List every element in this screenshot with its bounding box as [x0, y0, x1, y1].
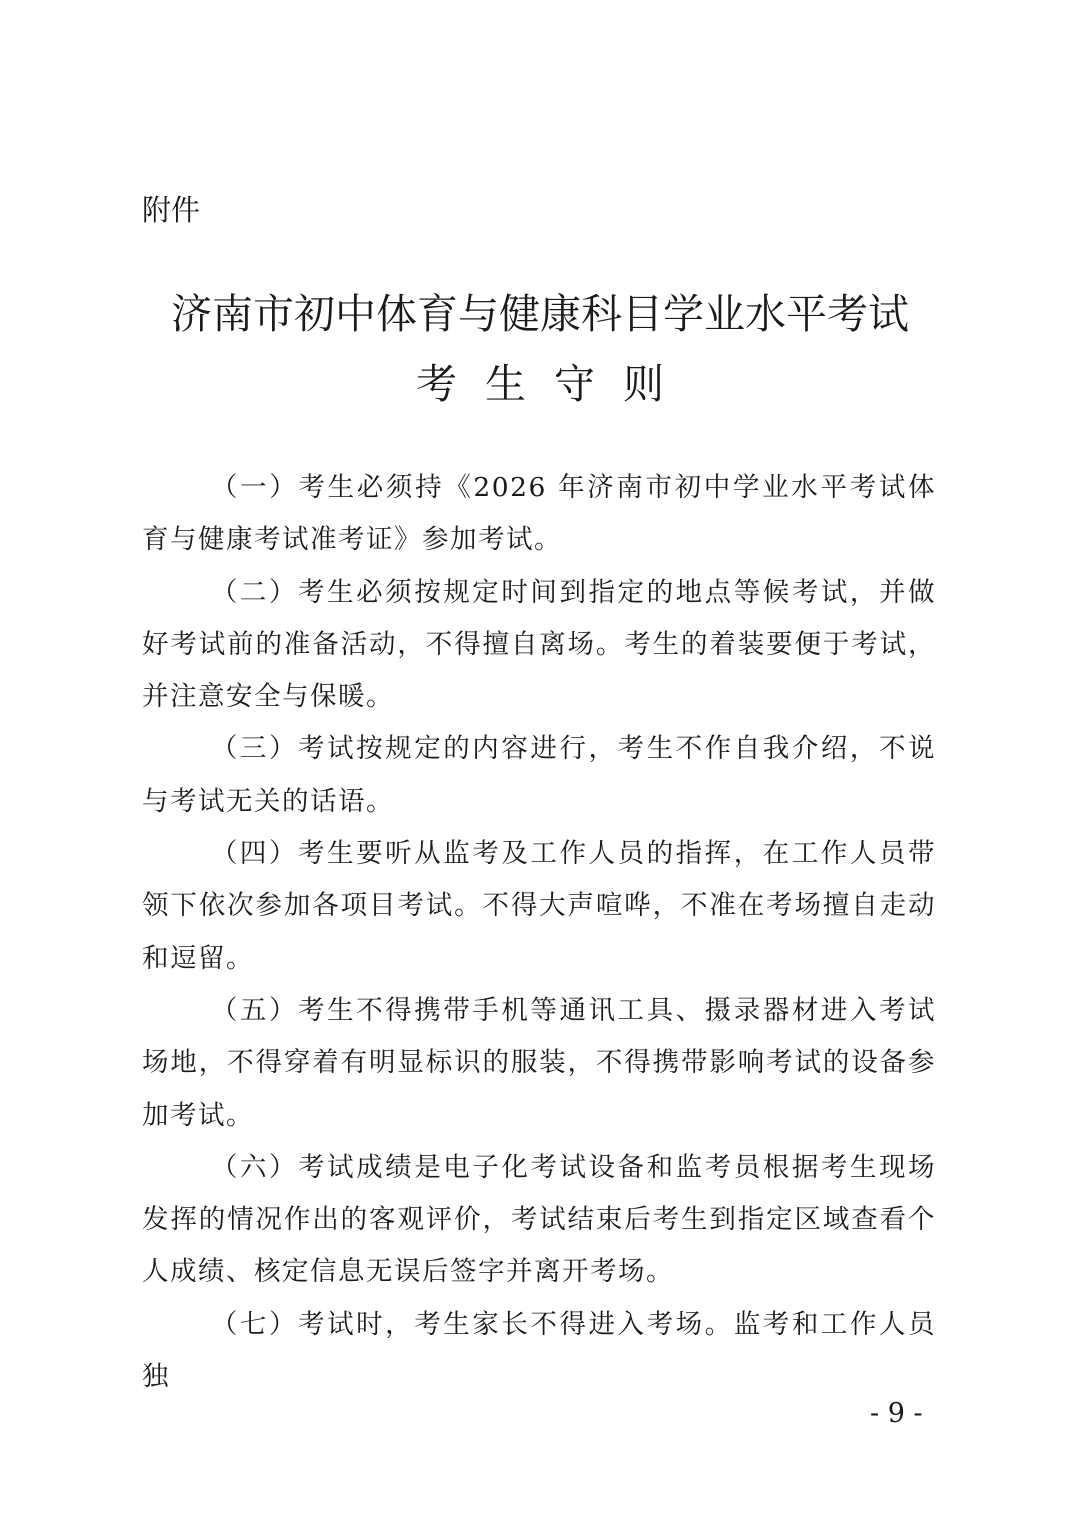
title-line-rules: 考生守则	[416, 360, 692, 408]
title-line-main: 济南市初中体育与健康科目学业水平考试	[171, 290, 909, 338]
rule-paragraph-7: （七）考试时，考生家长不得进入考场。监考和工作人员独	[142, 1308, 936, 1393]
rule-paragraph-1: （一）考生必须持《2026 年济南市初中学业水平考试体育与健康考试准考证》参加考试。	[142, 472, 936, 556]
rule-paragraph-2: （二）考生必须按规定时间到指定的地点等候考试，并做好考试前的准备活动，不得擅自离场。考生的着装要便于考试，并注意安全与保暖。	[142, 576, 936, 713]
attachment-label: 附件	[142, 193, 201, 227]
rules-body	[142, 462, 936, 1403]
page-number: - 9 -	[870, 1398, 923, 1429]
document-title	[0, 285, 1080, 413]
rule-paragraph-6: （六）考试成绩是电子化考试设备和监考员根据考生现场发挥的情况作出的客观评价，考试结束后考生到指定区域查看个人成绩、核定信息无误后签字并离开考场。	[142, 1151, 936, 1288]
rule-paragraph-3: （三）考试按规定的内容进行，考生不作自我介绍，不说与考试无关的话语。	[142, 733, 936, 817]
rule-paragraph-4: （四）考生要听从监考及工作人员的指挥，在工作人员带领下依次参加各项目考试。不得大声喧哗，不准在考场擅自走动和逗留。	[142, 838, 936, 974]
rule-paragraph-5: （五）考生不得携带手机等通讯工具、摄录器材进入考试场地，不得穿着有明显标识的服装，不得携带影响考试的设备参加考试。	[142, 994, 936, 1131]
